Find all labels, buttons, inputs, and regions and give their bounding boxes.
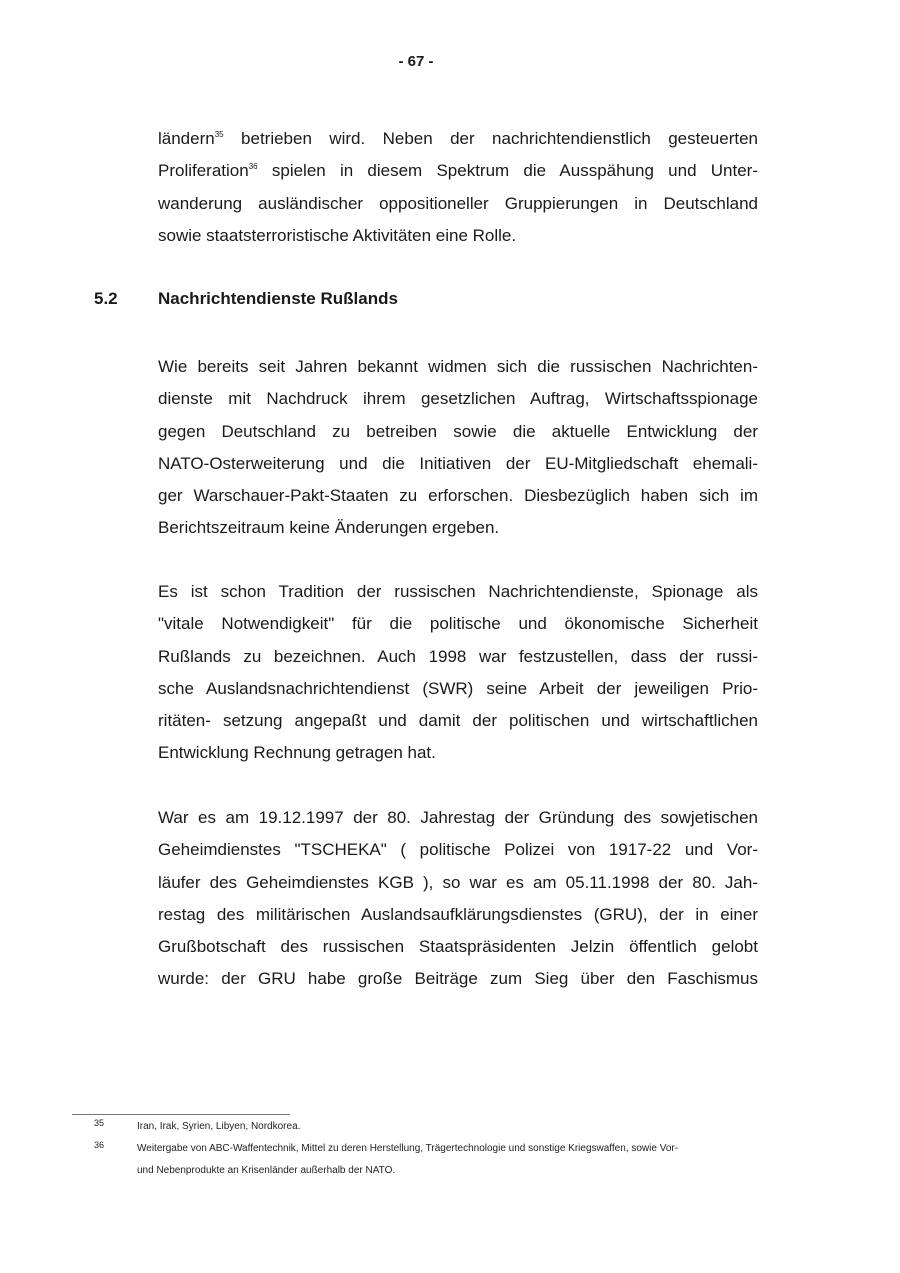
text-line: gegen Deutschland zu betreiben sowie die aktuelle Entwicklung der [158, 421, 758, 441]
section-title: Nachrichtendienste Rußlands [158, 289, 398, 308]
text-line: sowie staatsterroristische Aktivitäten eine Rolle. [158, 225, 517, 245]
footnote-number: 35 [94, 1118, 105, 1128]
text-line: Proliferation$^{36}$ spielen in diesem Spektrum die Ausspähung und Unter- [158, 161, 758, 181]
text-line: wurde: der GRU habe große Beiträge zum Sieg über den Faschismus [158, 969, 758, 989]
text-line: Grußbotschaft des russischen Staatspräsidenten Jelzin öffentlich gelobt [158, 937, 758, 957]
text-line: Geheimdienstes "TSCHEKA" ( politische Polizei von 1917-22 und Vor- [158, 840, 758, 860]
text-line: "vitale Notwendigkeit" für die politische und ökonomische Sicherheit [158, 614, 758, 634]
footnote-ref: 36 [248, 162, 258, 172]
text-line: ger Warschauer-Pakt-Staaten zu erforschen. Diesbezüglich haben sich im [158, 486, 758, 506]
paragraph-1 [158, 123, 758, 252]
paragraph-4 [158, 802, 758, 996]
footnote-divider [72, 1114, 290, 1115]
page-number: - 67 - [398, 53, 434, 70]
footnote-text: Weitergabe von ABC-Waffentechnik, Mittel zu deren Herstellung, Trägertechnologie und sonstige Kriegswaffen, sowie Vor- [137, 1143, 679, 1154]
section-number: 5.2 [94, 289, 118, 308]
text-line: wanderung ausländischer oppositioneller Gruppierungen in Deutschland [158, 193, 758, 213]
text-line: sche Auslandsnachrichtendienst (SWR) seine Arbeit der jeweiligen Prio- [158, 678, 758, 698]
paragraph-3 [158, 576, 758, 770]
text-line: dienste mit Nachdruck ihrem gesetzlichen Auftrag, Wirtschaftsspionage [158, 389, 758, 409]
text-line: Es ist schon Tradition der russischen Nachrichtendienste, Spionage als [158, 582, 758, 601]
text-line: ländern$^{35}$ betrieben wird. Neben der nachrichtendienstlich gesteuerten [158, 129, 758, 148]
text-line: ritäten- setzung angepaßt und damit der politischen und wirtschaftlichen [158, 711, 758, 731]
footnote-text: und Nebenprodukte an Krisenländer außerhalb der NATO. [137, 1165, 396, 1176]
paragraph-2 [158, 351, 758, 545]
text-line: Berichtszeitraum keine Änderungen ergeben. [158, 518, 500, 538]
text-line: läufer des Geheimdienstes KGB ), so war es am 05.11.1998 der 80. Jah- [158, 872, 758, 892]
text-line: Wie bereits seit Jahren bekannt widmen sich die russischen Nachrichten- [158, 357, 758, 376]
section-heading [94, 289, 398, 309]
text-line: restag des militärischen Auslandsaufklärungsdienstes (GRU), der in einer [158, 904, 758, 924]
footnote-number: 36 [94, 1140, 105, 1150]
text-line: Entwicklung Rechnung getragen hat. [158, 743, 436, 763]
footnote-ref: 35 [214, 130, 224, 139]
footnote-text: Iran, Irak, Syrien, Libyen, Nordkorea. [137, 1121, 301, 1132]
text-line: NATO-Osterweiterung und die Initiativen der EU-Mitgliedschaft ehemali- [158, 453, 758, 473]
text-line: Rußlands zu bezeichnen. Auch 1998 war festzustellen, dass der russi- [158, 646, 758, 666]
text-line: War es am 19.12.1997 der 80. Jahrestag der Gründung des sowjetischen [158, 808, 758, 827]
